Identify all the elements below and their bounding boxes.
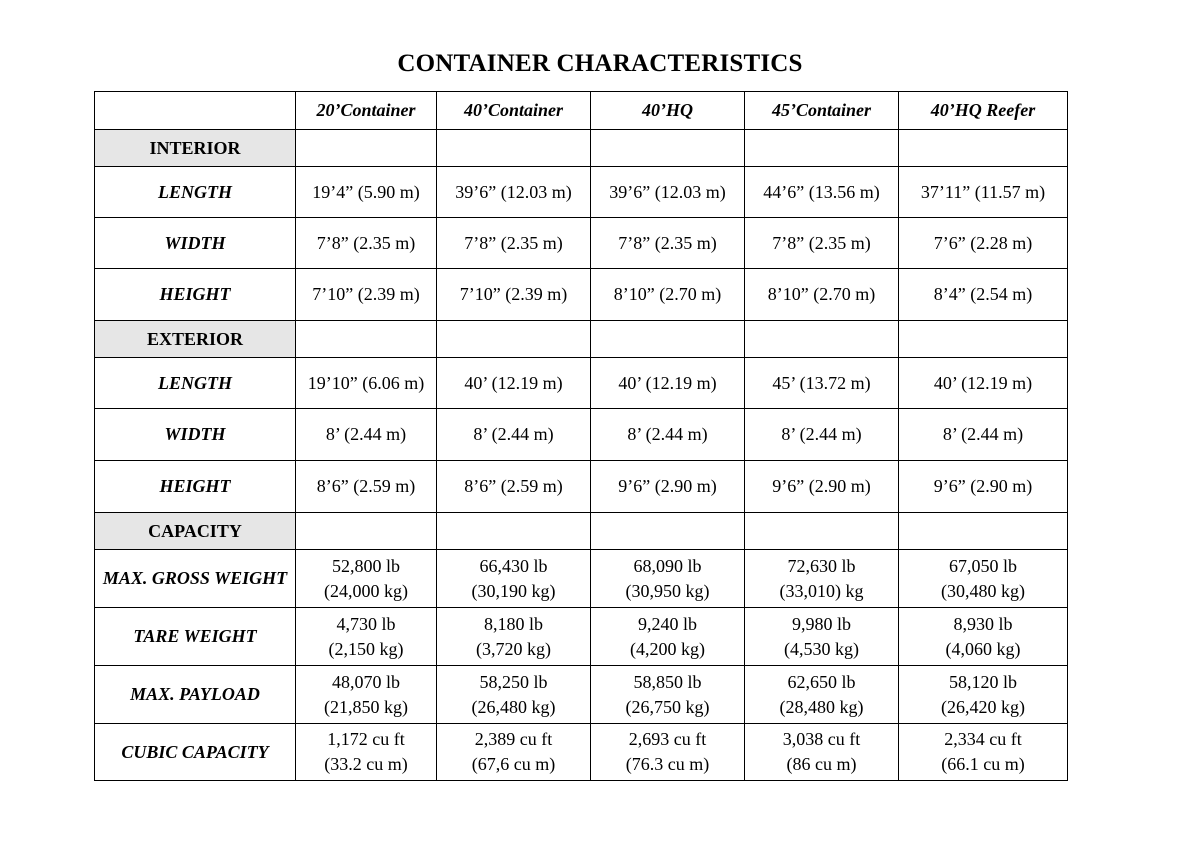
table-cell: [591, 608, 745, 666]
cell-line: (30,190 kg): [471, 580, 556, 601]
table-row: [95, 550, 1068, 608]
table-row: [95, 666, 1068, 724]
cell-line: 66,430 lb: [479, 555, 548, 576]
table-cell: 9’6” (2.90 m): [591, 461, 745, 513]
cell-line: (26,480 kg): [471, 696, 556, 717]
table-cell: 39’6” (12.03 m): [591, 167, 745, 218]
cell-line: (30,480 kg): [941, 580, 1025, 601]
cell-line: 52,800 lb: [331, 555, 400, 576]
table-row: [95, 409, 1068, 461]
table-cell: 7’10” (2.39 m): [437, 269, 591, 321]
cell-line: (28,480 kg): [779, 696, 864, 717]
table-row: [95, 269, 1068, 321]
row-label: WIDTH: [95, 409, 296, 461]
table-cell: [437, 608, 591, 666]
table-row: [95, 358, 1068, 409]
table-cell: 8’ (2.44 m): [899, 409, 1068, 461]
table-cell: 40’ (12.19 m): [899, 358, 1068, 409]
table-cell: 40’ (12.19 m): [437, 358, 591, 409]
cell-line: 58,250 lb: [479, 671, 548, 692]
empty-cell: [899, 513, 1068, 550]
cell-line: (33.2 cu m): [324, 754, 408, 774]
table-cell: [591, 724, 745, 781]
cell-line: 2,389 cu ft: [474, 729, 553, 749]
table-cell: 8’10” (2.70 m): [745, 269, 899, 321]
table-cell: 37’11” (11.57 m): [899, 167, 1068, 218]
empty-cell: [591, 321, 745, 358]
cell-line: (66.1 cu m): [941, 754, 1025, 774]
cell-line: (30,950 kg): [625, 580, 710, 601]
table-cell: [745, 666, 899, 724]
cell-line: 58,120 lb: [948, 671, 1017, 692]
empty-cell: [899, 321, 1068, 358]
cell-line: (26,420 kg): [941, 696, 1025, 717]
empty-cell: [591, 513, 745, 550]
table-cell: [745, 550, 899, 608]
table-row: [95, 167, 1068, 218]
empty-cell: [745, 130, 899, 167]
cell-line: 9,980 lb: [791, 613, 851, 634]
empty-cell: [591, 130, 745, 167]
header-cell-empty: [95, 92, 296, 130]
row-label: MAX. GROSS WEIGHT: [95, 550, 296, 608]
cell-line: (3,720 kg): [476, 638, 551, 659]
header-cell-40-hq-reefer: 40’HQ Reefer: [899, 92, 1068, 130]
cell-line: (33,010) kg: [779, 580, 864, 601]
header-cell-20-container: 20’Container: [296, 92, 437, 130]
table-cell: 9’6” (2.90 m): [745, 461, 899, 513]
section-row-interior: [95, 130, 1068, 167]
cell-line: 8,930 lb: [953, 613, 1013, 634]
table-cell: 7’8” (2.35 m): [437, 218, 591, 269]
table-cell: 8’ (2.44 m): [296, 409, 437, 461]
table-cell: 8’ (2.44 m): [591, 409, 745, 461]
cell-line: (76.3 cu m): [625, 754, 710, 774]
cell-line: (24,000 kg): [324, 580, 408, 601]
table-cell: [296, 550, 437, 608]
row-label: WIDTH: [95, 218, 296, 269]
empty-cell: [437, 513, 591, 550]
cell-line: 8,180 lb: [483, 613, 543, 634]
table-cell: [437, 666, 591, 724]
document-title: CONTAINER CHARACTERISTICS: [397, 50, 803, 77]
cell-line: (4,060 kg): [945, 638, 1021, 659]
empty-cell: [296, 321, 437, 358]
row-label: LENGTH: [95, 358, 296, 409]
empty-cell: [745, 513, 899, 550]
row-label: CUBIC CAPACITY: [95, 724, 296, 781]
table-cell: 8’10” (2.70 m): [591, 269, 745, 321]
table-cell: [899, 724, 1068, 781]
section-label: INTERIOR: [95, 130, 296, 167]
table-row: [95, 461, 1068, 513]
cell-line: (2,150 kg): [328, 638, 404, 659]
table-row: [95, 608, 1068, 666]
cell-line: 48,070 lb: [331, 671, 400, 692]
table-cell: [899, 550, 1068, 608]
table-cell: 8’6” (2.59 m): [437, 461, 591, 513]
empty-cell: [745, 321, 899, 358]
header-row: [95, 92, 1068, 130]
header-cell-40-container: 40’Container: [437, 92, 591, 130]
table-cell: [745, 608, 899, 666]
cell-line: (21,850 kg): [324, 696, 408, 717]
table-cell: 44’6” (13.56 m): [745, 167, 899, 218]
table-cell: 19’10” (6.06 m): [296, 358, 437, 409]
cell-line: 58,850 lb: [633, 671, 702, 692]
section-label: EXTERIOR: [95, 321, 296, 358]
cell-line: 4,730 lb: [336, 613, 396, 634]
row-label: LENGTH: [95, 167, 296, 218]
cell-line: (4,530 kg): [784, 638, 859, 659]
row-label: TARE WEIGHT: [95, 608, 296, 666]
empty-cell: [437, 130, 591, 167]
table-row: [95, 218, 1068, 269]
cell-line: (67,6 cu m): [471, 754, 556, 774]
cell-line: (4,200 kg): [630, 638, 705, 659]
table-row: [95, 724, 1068, 781]
cell-line: 68,090 lb: [633, 555, 702, 576]
cell-line: 72,630 lb: [787, 555, 856, 576]
empty-cell: [437, 321, 591, 358]
table-cell: [591, 550, 745, 608]
header-cell-40-hq: 40’HQ: [591, 92, 745, 130]
cell-line: 3,038 cu ft: [782, 729, 861, 749]
cell-line: 62,650 lb: [787, 671, 856, 692]
table-cell: 7’8” (2.35 m): [591, 218, 745, 269]
cell-line: 2,334 cu ft: [944, 729, 1022, 749]
table-cell: 8’6” (2.59 m): [296, 461, 437, 513]
cell-line: 9,240 lb: [637, 613, 697, 634]
section-row-exterior: [95, 321, 1068, 358]
table-cell: 7’8” (2.35 m): [745, 218, 899, 269]
table-cell: [745, 724, 899, 781]
table-cell: 7’6” (2.28 m): [899, 218, 1068, 269]
table-cell: 9’6” (2.90 m): [899, 461, 1068, 513]
table-cell: [899, 608, 1068, 666]
section-row-capacity: [95, 513, 1068, 550]
cell-line: (26,750 kg): [625, 696, 710, 717]
table-cell: [437, 724, 591, 781]
table-cell: [296, 724, 437, 781]
cell-line: 2,693 cu ft: [628, 729, 707, 749]
row-label: MAX. PAYLOAD: [95, 666, 296, 724]
table-cell: 39’6” (12.03 m): [437, 167, 591, 218]
row-label: HEIGHT: [95, 461, 296, 513]
table-cell: 19’4” (5.90 m): [296, 167, 437, 218]
table-cell: 8’4” (2.54 m): [899, 269, 1068, 321]
table-cell: 8’ (2.44 m): [437, 409, 591, 461]
table-cell: 40’ (12.19 m): [591, 358, 745, 409]
empty-cell: [899, 130, 1068, 167]
table-cell: [591, 666, 745, 724]
empty-cell: [296, 513, 437, 550]
table-cell: 7’10” (2.39 m): [296, 269, 437, 321]
table-cell: 8’ (2.44 m): [745, 409, 899, 461]
table-cell: 7’8” (2.35 m): [296, 218, 437, 269]
table-cell: [899, 666, 1068, 724]
row-label: HEIGHT: [95, 269, 296, 321]
container-characteristics-table: [94, 91, 1068, 781]
section-label: CAPACITY: [95, 513, 296, 550]
cell-line: (86 cu m): [786, 754, 857, 774]
table-cell: 45’ (13.72 m): [745, 358, 899, 409]
cell-line: 67,050 lb: [948, 555, 1017, 576]
header-cell-45-container: 45’Container: [745, 92, 899, 130]
table-cell: [296, 608, 437, 666]
empty-cell: [296, 130, 437, 167]
table-cell: [296, 666, 437, 724]
cell-line: 1,172 cu ft: [327, 729, 405, 749]
table-cell: [437, 550, 591, 608]
